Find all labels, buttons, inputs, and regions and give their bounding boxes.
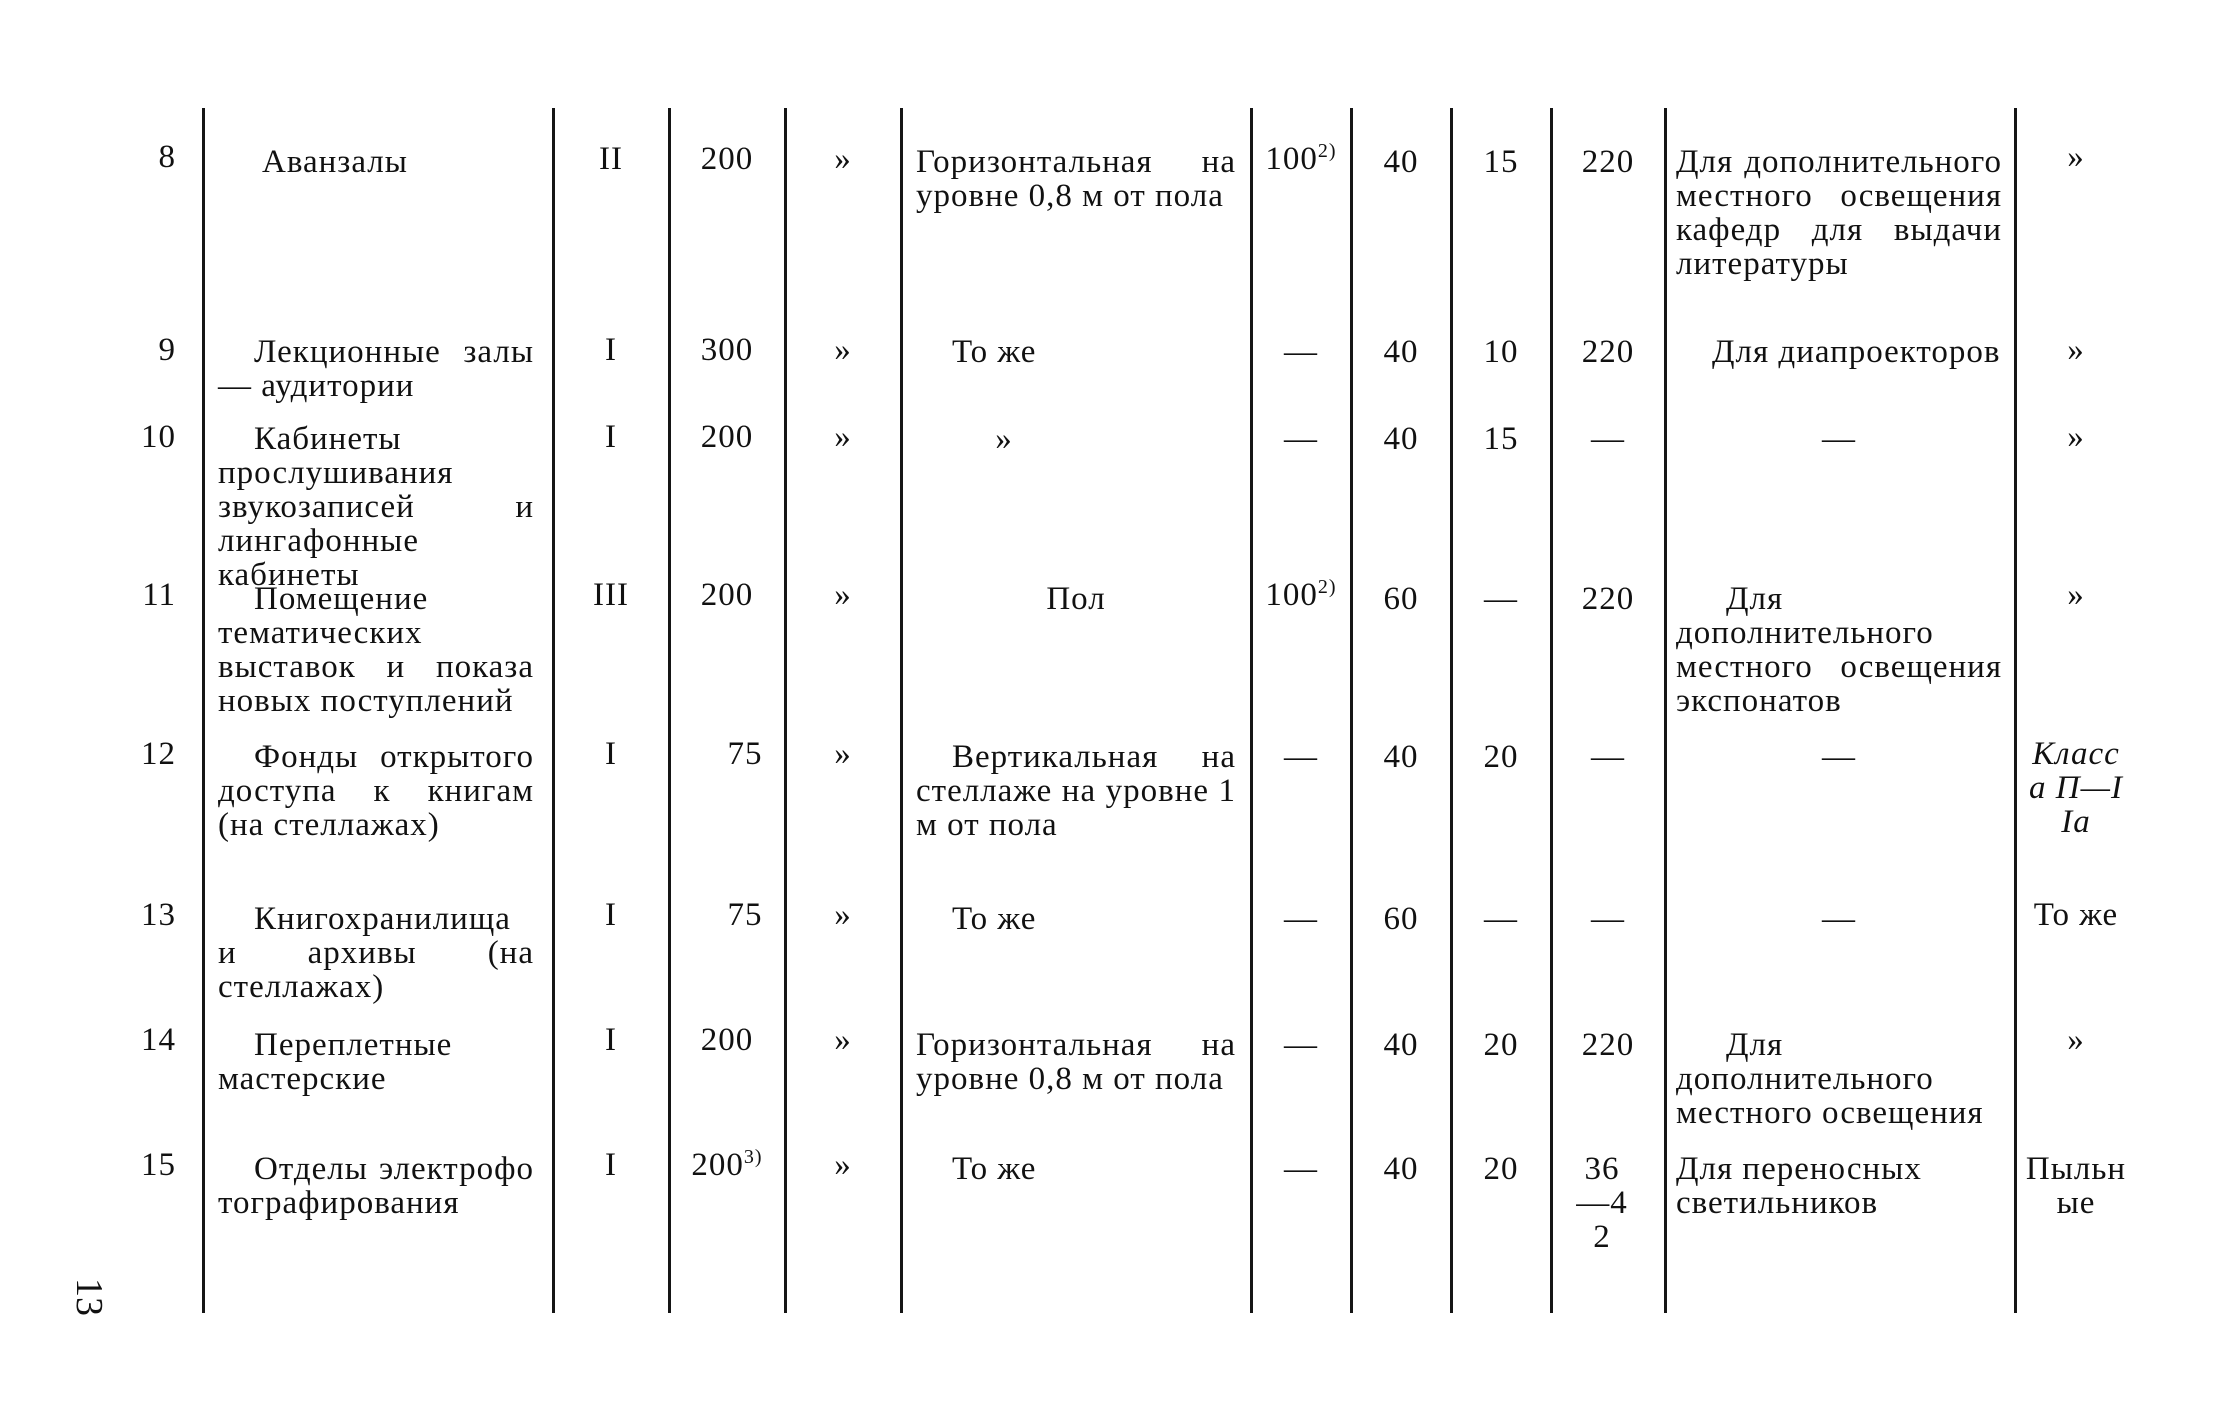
column-rule <box>552 108 555 1313</box>
column-rule <box>900 108 903 1313</box>
room-name: Аванзалы <box>262 144 408 180</box>
row-number: 11 <box>142 577 176 613</box>
value-col-1-text: 100 <box>1265 141 1318 177</box>
value-col-3: — <box>1484 901 1518 937</box>
row-number: 10 <box>141 419 176 455</box>
column-rule <box>784 108 787 1313</box>
group-class: III <box>593 577 629 613</box>
note: — <box>1822 901 1856 937</box>
value-col-1 <box>1254 142 1348 176</box>
column-rule <box>1350 108 1353 1313</box>
value-col-2: 60 <box>1383 901 1419 937</box>
group-class: I <box>605 897 617 933</box>
value-col-1 <box>1254 335 1348 369</box>
column-rule <box>668 108 671 1313</box>
surface-plane: Горизонтальная на уровне 0,8 м от пола <box>916 144 1236 214</box>
ditto-mark: » <box>834 736 852 772</box>
illuminance-norm <box>672 333 782 367</box>
norm-value: 200 <box>691 1147 744 1183</box>
value-col-1 <box>1254 740 1348 774</box>
value-col-1-text: — <box>1284 334 1318 370</box>
norm-value: 200 <box>700 577 754 613</box>
voltage: 220 <box>1581 144 1635 180</box>
last-column: » <box>2067 1022 2085 1058</box>
row-number: 12 <box>141 736 176 772</box>
norm-value: 300 <box>700 332 754 368</box>
surface-plane: То же <box>952 334 1037 370</box>
value-col-3: — <box>1484 581 1518 617</box>
row-number: 9 <box>158 332 176 368</box>
last-column: То же <box>2033 897 2119 933</box>
room-name: Переплетные мастерские <box>218 1027 453 1097</box>
ditto-mark: » <box>834 577 852 613</box>
value-col-2: 60 <box>1383 581 1419 617</box>
footnote-mark: 3) <box>743 1146 763 1168</box>
note: Для переносных светильников <box>1676 1151 1922 1221</box>
surface-plane: То же <box>952 901 1037 937</box>
norm-value: 200 <box>700 419 754 455</box>
column-rule <box>1664 108 1667 1313</box>
illuminance-norm <box>672 1023 782 1057</box>
surface-plane: То же <box>952 1151 1037 1187</box>
value-col-1 <box>1254 1028 1348 1062</box>
voltage: 220 <box>1581 334 1635 370</box>
last-column: » <box>2067 139 2085 175</box>
room-name: Кабинеты прослушивания звукозаписей и лингафонные кабинеты <box>218 421 534 593</box>
value-col-3: 15 <box>1483 144 1519 180</box>
group-class: I <box>605 419 617 455</box>
ditto-mark: » <box>834 897 852 933</box>
value-col-1-text: — <box>1284 739 1318 775</box>
note: — <box>1822 739 1856 775</box>
ditto-mark: » <box>834 1147 852 1183</box>
row-number: 13 <box>141 897 176 933</box>
value-col-3: 10 <box>1483 334 1519 370</box>
value-col-2: 40 <box>1383 334 1419 370</box>
note: Для диапроекторов <box>1712 334 2001 370</box>
surface-plane: Вертикальная на стеллаже на уровне 1 м от пола <box>916 739 1236 843</box>
voltage: 220 <box>1581 581 1635 617</box>
footnote-mark: 2) <box>1317 576 1337 598</box>
surface-plane: Пол <box>1046 581 1106 617</box>
last-column: Пыльные <box>2025 1151 2127 1221</box>
norm-value: 75 <box>727 897 763 933</box>
room-name: Отделы электрофотографирования <box>218 1151 534 1221</box>
voltage: — <box>1591 901 1625 937</box>
value-col-1-text: — <box>1284 421 1318 457</box>
column-rule <box>1450 108 1453 1313</box>
note: — <box>1822 421 1856 457</box>
ditto-mark: » <box>834 1022 852 1058</box>
illuminance-norm <box>672 578 782 612</box>
voltage: — <box>1591 421 1625 457</box>
illuminance-norm <box>672 142 782 176</box>
value-col-1-text: — <box>1284 901 1318 937</box>
value-col-1-text: — <box>1284 1151 1318 1187</box>
last-column: » <box>2067 577 2085 613</box>
column-rule <box>2014 108 2017 1313</box>
norm-value: 200 <box>700 141 754 177</box>
value-col-3: 15 <box>1483 421 1519 457</box>
illuminance-norm <box>690 737 800 771</box>
norm-value: 200 <box>700 1022 754 1058</box>
group-class: I <box>605 1147 617 1183</box>
group-class: II <box>599 141 623 177</box>
page-number: 13 <box>68 1278 110 1316</box>
note: Для дополнительного местного освещения кафедр для выдачи литературы <box>1676 144 2002 282</box>
group-class: I <box>605 1022 617 1058</box>
surface-plane: Горизонтальная на уровне 0,8 м от пола <box>916 1027 1236 1097</box>
value-col-2: 40 <box>1383 144 1419 180</box>
column-rule <box>1250 108 1253 1313</box>
ditto-mark: » <box>834 419 852 455</box>
footnote-mark: 2) <box>1317 140 1337 162</box>
surface-plane: » <box>995 421 1013 457</box>
room-name: Книгохранилища и архивы (на стеллажах) <box>218 901 534 1005</box>
value-col-1 <box>1254 578 1348 612</box>
voltage: 220 <box>1581 1027 1635 1063</box>
value-col-3: 20 <box>1483 739 1519 775</box>
group-class: I <box>605 332 617 368</box>
row-number: 15 <box>141 1147 176 1183</box>
value-col-2: 40 <box>1383 739 1419 775</box>
value-col-3: 20 <box>1483 1151 1519 1187</box>
voltage: — <box>1591 739 1625 775</box>
voltage: 36—42 <box>1576 1151 1628 1255</box>
ditto-mark: » <box>834 332 852 368</box>
value-col-3: 20 <box>1483 1027 1519 1063</box>
illuminance-norm <box>690 898 800 932</box>
value-col-1 <box>1254 902 1348 936</box>
value-col-1-text: — <box>1284 1027 1318 1063</box>
value-col-1-text: 100 <box>1265 577 1318 613</box>
column-rule <box>1550 108 1553 1313</box>
value-col-2: 40 <box>1383 1151 1419 1187</box>
room-name: Фонды открытого доступа к книгам (на стеллажах) <box>218 739 534 843</box>
note: Для дополнительного местного освещения <box>1676 1027 1984 1131</box>
note: Для дополнительного местного освещения экспонатов <box>1676 581 2002 719</box>
row-number: 8 <box>158 139 176 175</box>
value-col-1 <box>1254 1152 1348 1186</box>
room-name: Лекционные залы — аудитории <box>218 334 534 404</box>
last-column: » <box>2067 419 2085 455</box>
column-rule <box>202 108 205 1313</box>
norm-value: 75 <box>727 736 763 772</box>
room-name: Помещение тематических выставок и показа новых поступлений <box>218 581 534 719</box>
row-number: 14 <box>141 1022 176 1058</box>
value-col-2: 40 <box>1383 1027 1419 1063</box>
illuminance-norm <box>672 420 782 454</box>
value-col-2: 40 <box>1383 421 1419 457</box>
value-col-1 <box>1254 422 1348 456</box>
last-column: » <box>2067 332 2085 368</box>
last-column: Класса П—IIа <box>2029 736 2123 840</box>
ditto-mark: » <box>834 141 852 177</box>
group-class: I <box>605 736 617 772</box>
illuminance-norm <box>672 1148 782 1182</box>
